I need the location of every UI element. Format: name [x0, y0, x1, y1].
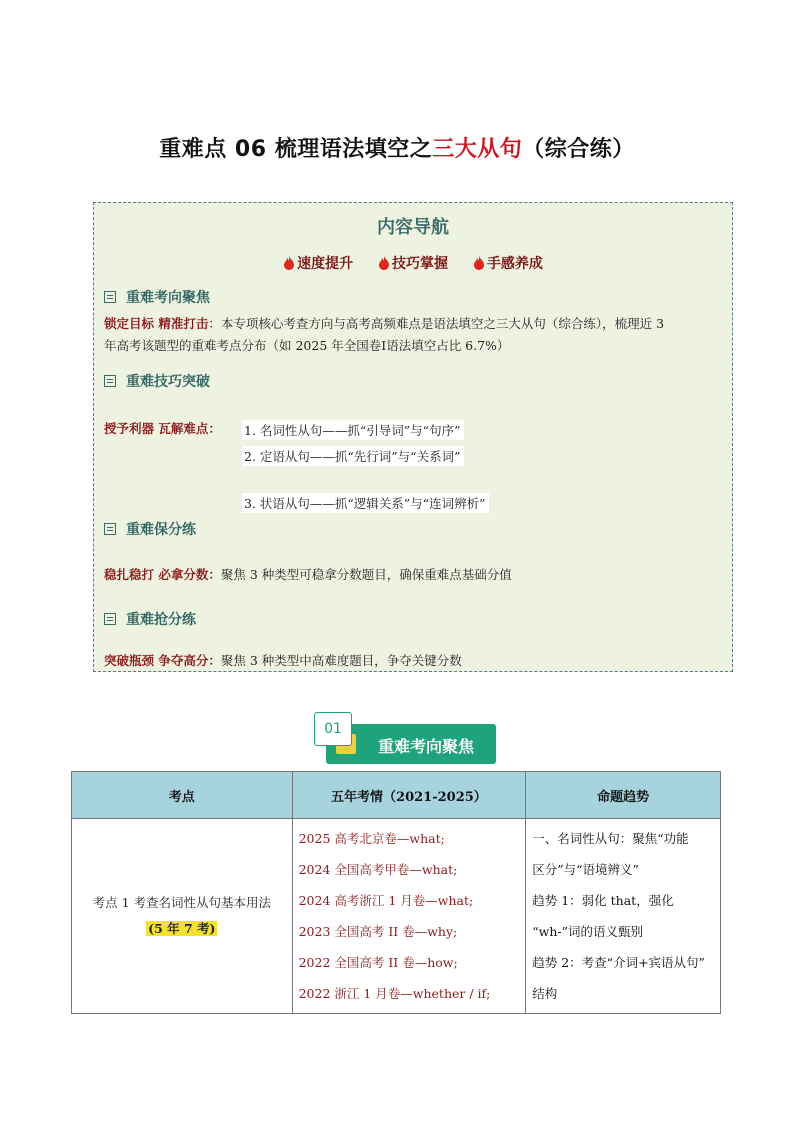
header-point: 考点 — [72, 772, 293, 819]
flame-icon — [378, 256, 390, 270]
cell-point: 考点 1 考查名词性从句基本用法 (5 年 7 考) — [72, 819, 293, 1014]
note-icon — [104, 613, 116, 625]
section-text-basic: 稳扎稳打 必拿分数：聚焦 3 种类型可稳拿分数题目，确保重难点基础分值 — [104, 567, 512, 582]
note-icon — [104, 291, 116, 303]
section-heading-basic: 重难保分练 — [104, 519, 196, 539]
title-prefix: 重难点 06 梳理语法填空之 — [159, 137, 433, 162]
badge-label: 重难考向聚焦 — [378, 737, 475, 756]
header-trend: 命题趋势 — [526, 772, 721, 819]
exam-analysis-table — [71, 771, 721, 1014]
title-highlight: 三大从句 — [432, 137, 523, 162]
flame-icon — [473, 256, 485, 270]
skill-item-2: 2. 定语从句——抓“先行词”与“关系词” — [242, 446, 464, 466]
page-title — [0, 132, 794, 163]
section-heading-advanced: 重难抢分练 — [104, 609, 196, 629]
nav-tags — [94, 253, 732, 273]
content-navigation-box — [93, 202, 733, 672]
flame-icon — [283, 256, 295, 270]
point-count-highlight: (5 年 7 考) — [148, 921, 216, 936]
cell-trend: 一、名词性从句：聚焦“功能 区分”与“语境辨义” 趋势 1：弱化 that，强化 “wh-”词的语义甄别 趋势 2：考查“介词+宾语从句” 结构 — [526, 819, 721, 1014]
section-text-focus: 锁定目标 精准打击：本专项核心考查方向与高考高频难点是语法填空之三大从句（综合练），梳理近 3 年高考该题型的重难考点分布（如 2025 年全国卷Ⅰ语法填空占比 6.7%） — [104, 316, 665, 353]
tag-skill: 技巧掌握 — [378, 253, 448, 273]
section-lead-skills: 授予利器 瓦解难点： — [104, 421, 221, 436]
tag-feel: 手感养成 — [473, 253, 543, 273]
note-icon — [104, 523, 116, 535]
table-header-row — [72, 772, 721, 819]
title-suffix: （综合练） — [522, 137, 635, 162]
skill-item-1: 1. 名词性从句——抓“引导词”与“句序” — [242, 420, 464, 440]
nav-heading: 内容导航 — [377, 217, 449, 238]
section-heading-skills: 重难技巧突破 — [104, 371, 210, 391]
skill-item-3: 3. 状语从句——抓“逻辑关系”与“连词辨析” — [242, 493, 489, 513]
section-heading-focus: 重难考向聚焦 — [104, 287, 210, 307]
section-badge — [314, 712, 496, 764]
section-text-advanced: 突破瓶颈 争夺高分：聚焦 3 种类型中高难度题目，争夺关键分数 — [104, 653, 462, 668]
header-years: 五年考情（2021-2025） — [292, 772, 526, 819]
tag-speed: 速度提升 — [283, 253, 353, 273]
table-row — [72, 819, 721, 1014]
note-icon — [104, 375, 116, 387]
badge-number: 01 — [314, 712, 352, 746]
cell-years: 2025 高考北京卷—what; 2024 全国高考甲卷—what; 2024 高考浙江 1 月卷—what; 2023 全国高考 II 卷—why; 2022 全国高考 II 卷—how; 2022 浙江 1 月卷—whether / if; — [292, 819, 526, 1014]
